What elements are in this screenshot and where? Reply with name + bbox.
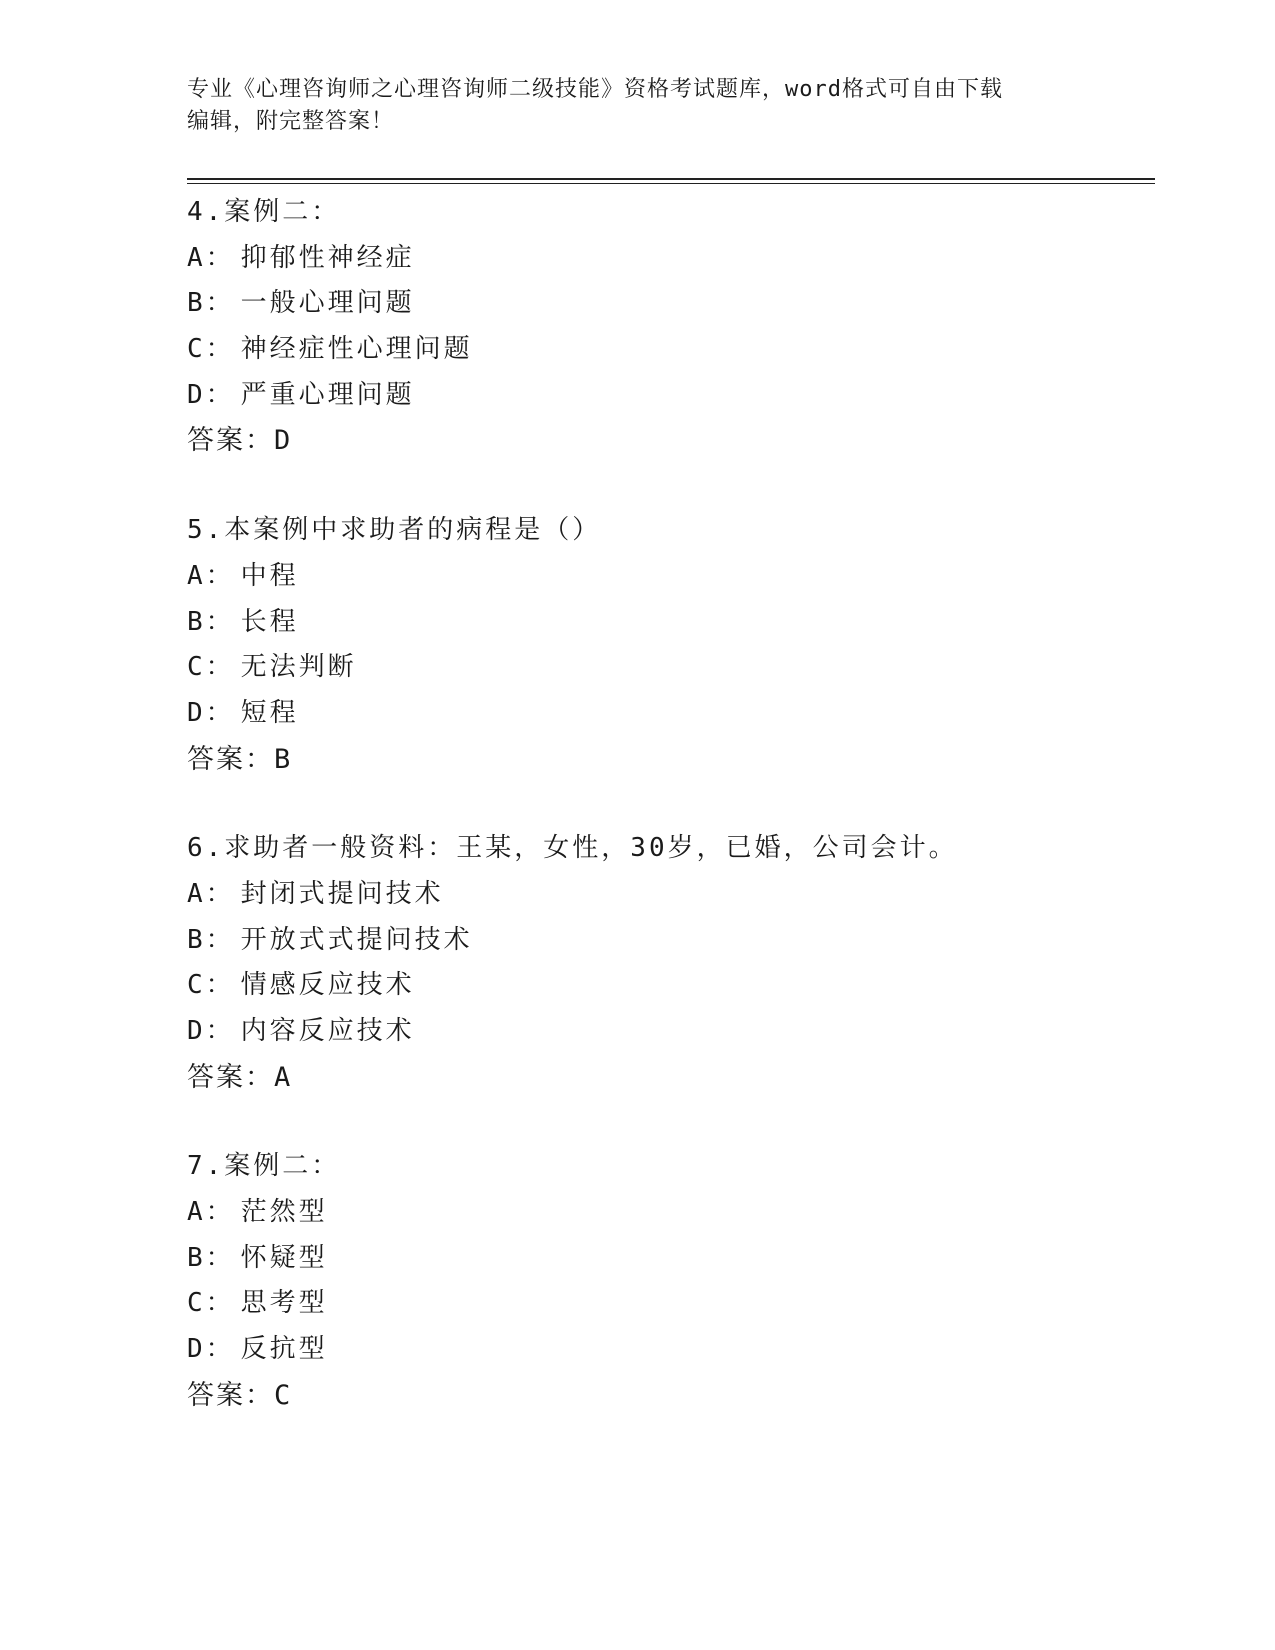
option-d <box>187 1009 1147 1055</box>
question-list <box>187 190 1147 1419</box>
option-text: 情感反应技术 <box>240 970 415 1001</box>
option-text: 思考型 <box>240 1288 328 1319</box>
option-text: 反抗型 <box>240 1334 328 1365</box>
option-text: 一般心理问题 <box>240 288 415 319</box>
option-a <box>187 236 1147 282</box>
option-b <box>187 918 1147 964</box>
option-d <box>187 373 1147 419</box>
option-text: 封闭式提问技术 <box>240 878 444 909</box>
option-text: 严重心理问题 <box>240 379 415 410</box>
option-d <box>187 691 1147 737</box>
question-6 <box>187 826 1147 1100</box>
option-text: 长程 <box>240 606 299 637</box>
header-divider-thick <box>187 178 1155 180</box>
option-a <box>187 554 1147 600</box>
question-stem: 4.案例二： <box>187 197 341 227</box>
option-letter: D： <box>187 697 235 728</box>
option-letter: D： <box>187 379 235 410</box>
answer-line: 答案：B <box>187 743 293 775</box>
option-letter: C： <box>187 652 235 683</box>
question-stem: 5.本案例中求助者的病程是（） <box>187 515 602 546</box>
question-7 <box>187 1144 1147 1418</box>
option-a <box>187 1190 1147 1236</box>
option-text: 怀疑型 <box>240 1242 328 1273</box>
option-letter: A： <box>187 242 235 273</box>
option-letter: A： <box>187 1197 235 1228</box>
option-c <box>187 963 1147 1009</box>
option-text: 神经症性心理问题 <box>240 334 473 365</box>
header-divider-thin <box>187 183 1155 184</box>
answer-line: 答案：C <box>187 1379 293 1411</box>
option-text: 无法判断 <box>240 652 357 683</box>
option-c <box>187 327 1147 373</box>
answer-line: 答案：D <box>187 425 293 457</box>
question-stem: 6.求助者一般资料：王某，女性，30岁，已婚，公司会计。 <box>187 833 958 864</box>
option-letter: C： <box>187 334 235 365</box>
option-text: 开放式式提问技术 <box>240 924 473 955</box>
option-c <box>187 645 1147 691</box>
answer-line: 答案：A <box>187 1061 293 1093</box>
option-text: 短程 <box>240 697 299 728</box>
option-b <box>187 600 1147 646</box>
option-letter: B： <box>187 288 235 319</box>
option-a <box>187 872 1147 918</box>
header-line-1: 专业《心理咨询师之心理咨询师二级技能》资格考试题库，word格式可自由下载 <box>187 77 1003 102</box>
option-letter: C： <box>187 1288 235 1319</box>
option-letter: D： <box>187 1334 235 1365</box>
option-text: 内容反应技术 <box>240 1016 415 1046</box>
document-header <box>187 74 1067 138</box>
option-d <box>187 1327 1147 1373</box>
header-line-2: 编辑，附完整答案！ <box>187 109 395 134</box>
option-letter: B： <box>187 924 235 955</box>
option-text: 抑郁性神经症 <box>240 242 415 273</box>
question-4 <box>187 190 1147 464</box>
option-c <box>187 1281 1147 1327</box>
option-letter: A： <box>187 878 235 909</box>
option-b <box>187 1236 1147 1282</box>
option-letter: D： <box>187 1016 235 1046</box>
option-letter: C： <box>187 970 235 1001</box>
question-stem: 7.案例二： <box>187 1151 341 1182</box>
option-letter: A： <box>187 560 235 591</box>
question-5 <box>187 508 1147 782</box>
option-b <box>187 281 1147 327</box>
option-text: 茫然型 <box>240 1197 328 1228</box>
option-letter: B： <box>187 606 235 637</box>
option-letter: B： <box>187 1242 235 1273</box>
option-text: 中程 <box>240 560 299 591</box>
